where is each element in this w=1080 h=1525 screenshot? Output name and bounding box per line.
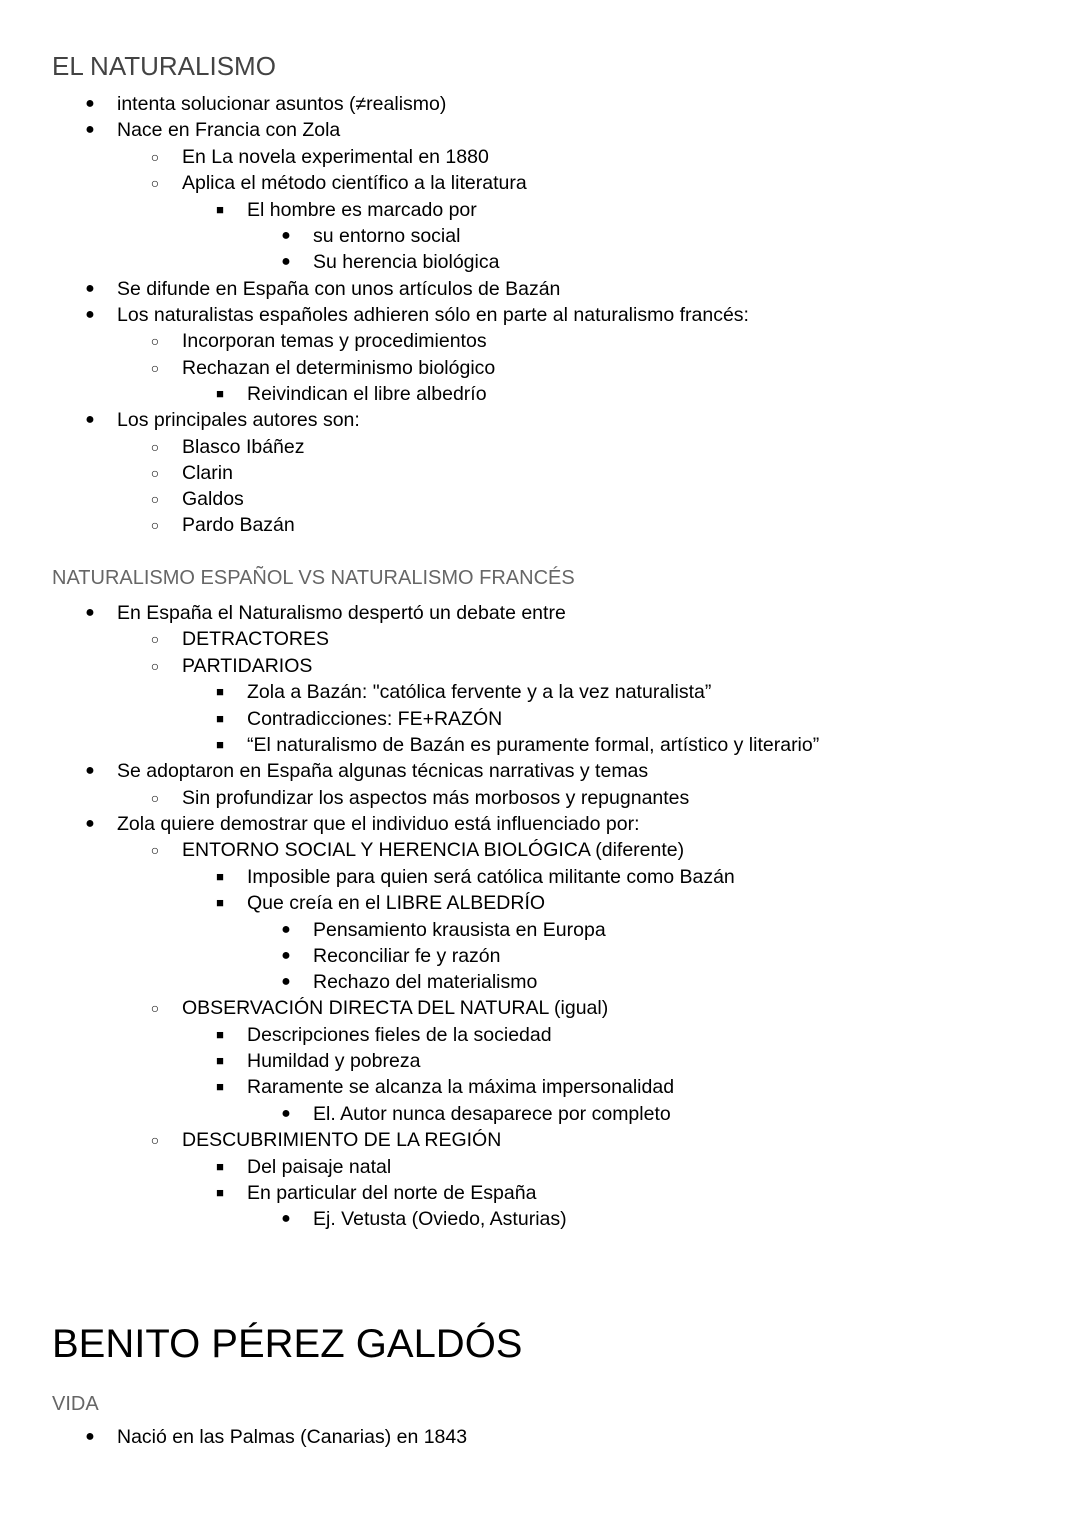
section-title-naturalismo: EL NATURALISMO	[52, 51, 276, 81]
bullet-icon: ●	[85, 280, 95, 297]
bullet-icon: ●	[281, 1210, 291, 1227]
heading-benito-perez-galdos: BENITO PÉREZ GALDÓS	[52, 1322, 523, 1366]
section-subtitle-vida: VIDA	[52, 1393, 99, 1415]
square-bullet-icon: ■	[216, 1027, 224, 1042]
square-bullet-icon: ■	[216, 202, 224, 217]
circle-bullet-icon: ○	[150, 333, 160, 349]
bullet-icon: ●	[85, 411, 95, 428]
circle-bullet-icon: ○	[150, 658, 160, 674]
circle-bullet-icon: ○	[150, 631, 160, 647]
square-bullet-icon: ■	[216, 895, 224, 910]
bullet-icon: ●	[85, 604, 95, 621]
circle-bullet-icon: ○	[150, 175, 160, 191]
square-bullet-icon: ■	[216, 1079, 224, 1094]
bullet-icon: ●	[85, 1428, 95, 1445]
circle-bullet-icon: ○	[150, 1132, 160, 1148]
square-bullet-icon: ■	[216, 711, 224, 726]
bullet-icon: ●	[85, 95, 95, 112]
bullet-icon: ●	[281, 253, 291, 270]
bullet-icon: ●	[281, 921, 291, 938]
bullet-icon: ●	[281, 973, 291, 990]
square-bullet-icon: ■	[216, 1185, 224, 1200]
circle-bullet-icon: ○	[150, 149, 160, 165]
bullet-icon: ●	[85, 121, 95, 138]
bullet-icon: ●	[85, 815, 95, 832]
square-bullet-icon: ■	[216, 386, 224, 401]
bullet-icon: ●	[281, 1105, 291, 1122]
circle-bullet-icon: ○	[150, 790, 160, 806]
square-bullet-icon: ■	[216, 1159, 224, 1174]
square-bullet-icon: ■	[216, 1053, 224, 1068]
square-bullet-icon: ■	[216, 737, 224, 752]
circle-bullet-icon: ○	[150, 439, 160, 455]
square-bullet-icon: ■	[216, 869, 224, 884]
bullet-icon: ●	[85, 306, 95, 323]
section-subtitle-espanol-vs-frances: NATURALISMO ESPAÑOL VS NATURALISMO FRANCÉS	[52, 567, 575, 589]
circle-bullet-icon: ○	[150, 1000, 160, 1016]
bullet-icon: ●	[85, 762, 95, 779]
circle-bullet-icon: ○	[150, 491, 160, 507]
circle-bullet-icon: ○	[150, 842, 160, 858]
circle-bullet-icon: ○	[150, 517, 160, 533]
square-bullet-icon: ■	[216, 684, 224, 699]
circle-bullet-icon: ○	[150, 360, 160, 376]
document-page: EL NATURALISMO ● intenta solucionar asuntos (≠realismo) ● Nace en Francia con Zola ○ En La novela experimental en 1880 ○ Aplica el método científico a la literatura ■ El hombre es marcado por ● su entorno social ● Su herencia biológica ● Se difunde en España con unos artículos de Bazán ● Los naturalistas españoles adhieren sólo en parte al naturalismo francés: ○ Incorporan temas y procedimientos ○ Rechazan el determinismo biológico ■ Reivindican el libre albedrío ● Los principales autores son: ○ Blasco Ibáñez ○ Clarin ○ Galdos ○ Pardo Bazán NATURALISMO ESPAÑOL VS NATURALISMO FRANCÉS ● En España el Naturalismo despertó un debate entre ○ DETRACTORES ○ PARTIDARIOS ■ Zola a Bazán: "católica fervente y a la vez naturalista” ■ Contradicciones: FE+RAZÓN ■ “El naturalismo de Bazán es puramente formal, artístico y literario” ● Se adoptaron en España algunas técnicas narrativas y temas ○ Sin profundizar los aspectos más morbosos y repugnantes ● Zola quiere demostrar que el individuo está influenciado por: ○ ENTORNO SOCIAL Y HERENCIA BIOLÓGICA (diferente) ■ Imposible para quien será católica militante como Bazán ■ Que creía en el LIBRE ALBEDRÍO ● Pensamiento krausista en Europa ● Reconciliar fe y razón ● Rechazo del materialismo ○ OBSERVACIÓN DIRECTA DEL NATURAL (igual) ■ Descripciones fieles de la sociedad ■ Humildad y pobreza ■ Raramente se alcanza la máxima impersonalidad ● El. Autor nunca desaparece por completo ○ DESCUBRIMIENTO DE LA REGIÓN ■ Del paisaje natal ■ En particular del norte de España ● Ej. Vetusta (Oviedo, Asturias) BENITO PÉREZ GALDÓS VIDA ● Nació en las Palmas (Canarias) en 1843	[52, 51, 820, 1448]
bullet-icon: ●	[281, 227, 291, 244]
circle-bullet-icon: ○	[150, 465, 160, 481]
bullet-icon: ●	[281, 947, 291, 964]
